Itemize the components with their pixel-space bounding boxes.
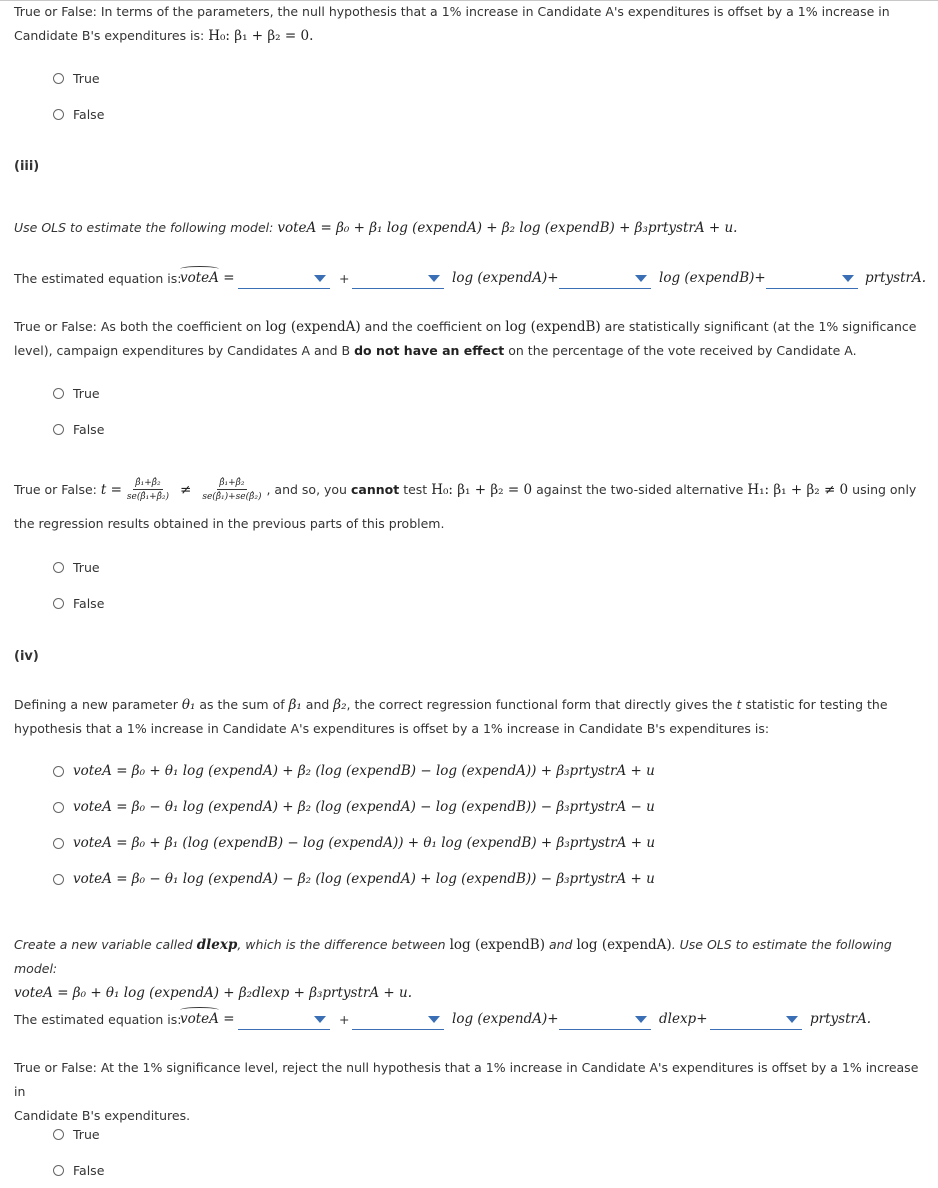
intercept-dropdown[interactable] [238, 1010, 330, 1030]
chevron-down-icon [314, 1016, 326, 1023]
option-false-d[interactable]: False [53, 1161, 104, 1179]
question-text-line1: True or False: In terms of the parameters, the null hypothesis that a 1% increase in Candidate A's expenditures is offset by a 1% increase in [14, 4, 890, 19]
chevron-down-icon [635, 275, 647, 282]
chevron-down-icon [428, 275, 440, 282]
option-form-4[interactable]: voteA = β₀ − θ₁ log (expendA) − β₂ (log (expendA) + log (expendB)) − β₃prtystrA + u [53, 870, 655, 888]
coef-log-expendb-dropdown[interactable] [559, 269, 651, 289]
coef-prtystra-dropdown[interactable] [710, 1010, 802, 1030]
coef-log-expenda-dropdown[interactable] [352, 1010, 444, 1030]
vote-a-hat: voteA [180, 270, 219, 286]
question-functional-form: Defining a new parameter θ₁ as the sum of β₁ and β₂, the correct regression functional form that directly gives the t statistic for testing the hypothesis that a 1% increase in Candidate A's expenditures is offset by a 1% increase in Candidate B's expenditures is: [14, 697, 888, 736]
option-false-b[interactable]: False [53, 420, 104, 438]
question-text-line2: Candidate B's expenditures is: H₀: β₁ + β₂ = 0. [14, 28, 314, 44]
coef-log-expenda-dropdown[interactable] [352, 269, 444, 289]
question-reject-null: True or False: At the 1% significance level, reject the null hypothesis that a 1% increase in Candidate A's expenditures is offset by a 1% increase in Candidate B's expenditures. [14, 1060, 919, 1123]
model-equation: voteA = β₀ + β₁ log (expendA) + β₂ log (expendB) + β₃prtystrA + u. [277, 220, 738, 236]
radio-button[interactable] [53, 109, 64, 120]
ols-prompt: Use OLS to estimate the following model: voteA = β₀ + β₁ log (expendA) + β₂ log (expendB) + β₃prtystrA + u. [14, 220, 738, 236]
estimated-equation-iv: The estimated equation is: voteA = + log (expendA)+ dlexp+ prtystrA. [14, 1010, 934, 1032]
t-fraction-right: $\frac{\text{β̂₁+β̂₂}}{\text{se(β̂₁)+se(β̂₂)}}$ [202, 477, 262, 502]
radio-button[interactable] [53, 874, 64, 885]
radio-button[interactable] [53, 802, 64, 813]
radio-button[interactable] [53, 1129, 64, 1140]
chevron-down-icon [786, 1016, 798, 1023]
option-false-c[interactable]: False [53, 594, 104, 612]
option-form-2[interactable]: voteA = β₀ − θ₁ log (expendA) + β₂ (log (expendA) − log (expendB)) − β₃prtystrA − u [53, 798, 655, 816]
option-false-a[interactable]: False [53, 105, 104, 123]
chevron-down-icon [635, 1016, 647, 1023]
chevron-down-icon [428, 1016, 440, 1023]
estimated-equation-iii: The estimated equation is: voteA = + log (expendA)+ log (expendB)+ prtystrA. [14, 269, 934, 291]
option-true-b[interactable]: True [53, 384, 100, 402]
radio-button[interactable] [53, 1165, 64, 1176]
question-significance: True or False: As both the coefficient on log (expendA) and the coefficient on log (expendB) are statistically significant (at the 1% significance level), campaign expenditures by Candidates A and B do not have an effect on the percentage of the vote received by Candidate A. [14, 319, 917, 358]
option-true-d[interactable]: True [53, 1125, 100, 1143]
radio-button[interactable] [53, 388, 64, 399]
vote-a-hat: voteA [180, 1011, 219, 1027]
radio-button[interactable] [53, 562, 64, 573]
radio-button[interactable] [53, 838, 64, 849]
option-form-1[interactable]: voteA = β₀ + θ₁ log (expendA) + β₂ (log (expendB) − log (expendA)) + β₃prtystrA + u [53, 762, 655, 780]
t-fraction-left: $\frac{\text{β̂₁+β̂₂}}{\text{se(β̂₁+β̂₂)}}$ [126, 477, 170, 502]
intercept-dropdown[interactable] [238, 269, 330, 289]
chevron-down-icon [314, 275, 326, 282]
question-t-statistic: True or False: t = $\frac{\text{β̂₁+β̂₂}}{\text{se(β̂₁+β̂₂)}}$ ≠ $\frac{\text{β̂₁+β̂₂}}{\text{se(β̂₁)+se(β̂₂)}}$ , and so, you cannot test H₀: β₁ + β₂ = 0 against the two-sided alternative H₁: β₁ + β₂ ≠ 0 using only the regression results obtained in the previous parts of this problem. [14, 477, 917, 531]
create-variable-prompt: Create a new variable called dlexp, which is the difference between log (expendB) and log (expendA). Use OLS to estimate the following model: voteA = β₀ + θ₁ log (expendA) + β₂dlexp + β₃prtystrA + u. [14, 933, 924, 1005]
coef-prtystra-dropdown[interactable] [766, 269, 858, 289]
option-form-3[interactable]: voteA = β₀ + β₁ (log (expendB) − log (expendA)) + θ₁ log (expendB) + β₃prtystrA + u [53, 834, 655, 852]
option-true-c[interactable]: True [53, 558, 100, 576]
question-null-hypothesis [14, 0, 924, 48]
part-label-iii: (iii) [14, 159, 40, 174]
radio-button[interactable] [53, 424, 64, 435]
radio-button[interactable] [53, 73, 64, 84]
radio-button[interactable] [53, 766, 64, 777]
option-true-a[interactable]: True [53, 69, 100, 87]
null-hypothesis-math: H₀: β₁ + β₂ = 0. [208, 28, 314, 44]
coef-dlexp-dropdown[interactable] [559, 1010, 651, 1030]
chevron-down-icon [842, 275, 854, 282]
model-equation-iv: voteA = β₀ + θ₁ log (expendA) + β₂dlexp + β₃prtystrA + u. [14, 985, 412, 1001]
part-label-iv: (iv) [14, 649, 39, 664]
radio-button[interactable] [53, 598, 64, 609]
